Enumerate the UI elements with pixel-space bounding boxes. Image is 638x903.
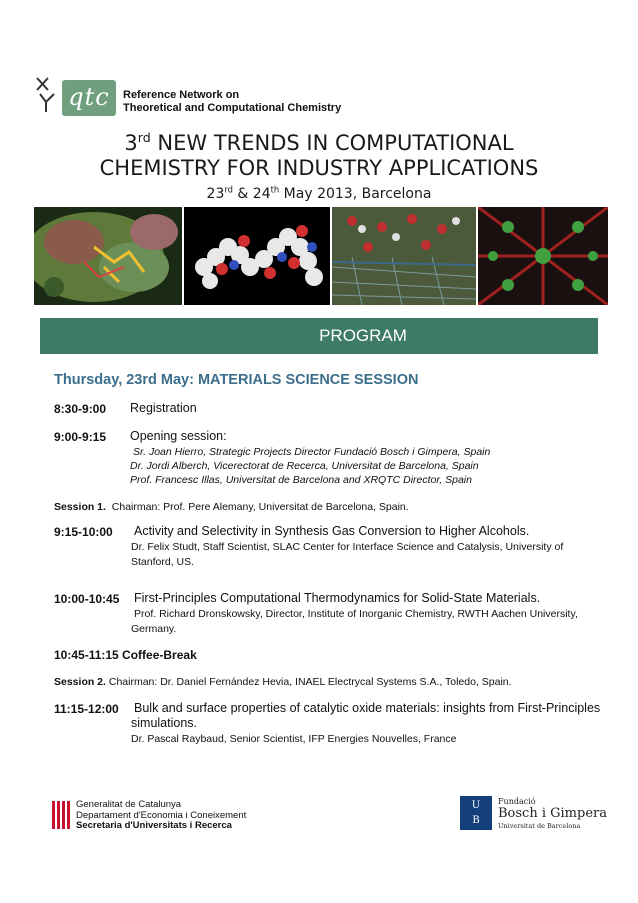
- network-line-1: Reference Network on: [123, 89, 240, 101]
- molecule-surface-image: [34, 207, 182, 305]
- day-heading: Thursday, 23rd May: MATERIALS SCIENCE SESSION: [54, 372, 419, 388]
- qtc-logo: qtc: [62, 80, 116, 116]
- talk-3-title-line-2: simulations.: [131, 716, 197, 730]
- bosch-small: Fundació: [498, 797, 536, 806]
- session-2-label: Session 2.: [54, 676, 106, 688]
- talk-1-speaker-line-1: Dr. Felix Studt, Staff Scientist, SLAC Center for Interface Science and Catalysis, University of: [131, 541, 564, 553]
- network-name: [123, 89, 341, 115]
- session-1-chair: Chairman: Prof. Pere Alemany, Universitat de Barcelona, Spain.: [111, 501, 409, 513]
- registration-time: 8:30-9:00: [54, 402, 107, 416]
- network-line-2: Theoretical and Computational Chemistry: [123, 102, 342, 114]
- event-date: 23rd & 24th May 2013, Barcelona: [206, 184, 432, 202]
- bosch-gimpera-text: [498, 797, 607, 831]
- talk-3-title-line-1: Bulk and surface properties of catalytic oxide materials: insights from First-Principles: [134, 701, 601, 715]
- opening-speaker-1: Sr. Joan Hierro, Strategic Projects Director Fundació Bosch i Gimpera, Spain: [133, 446, 491, 458]
- generalitat-emblem-icon: [50, 800, 72, 830]
- opening-speaker-2: Dr. Jordi Alberch, Vicerectorat de Recerca, Universitat de Barcelona, Spain: [130, 460, 479, 472]
- xyz-axes-logo-icon: [34, 74, 60, 114]
- registration-title: Registration: [130, 401, 197, 415]
- talk-1-speaker-line-2: Stanford, US.: [131, 556, 195, 568]
- gencat-line-2: Departament d'Economia i Coneixement: [76, 809, 247, 821]
- talk-3-time: 11:15-12:00: [54, 702, 119, 716]
- talk-3-speaker: Dr. Pascal Raybaud, Senior Scientist, IFP Energies Nouvelles, France: [131, 733, 457, 745]
- program-banner: [40, 318, 598, 354]
- coffee-break: 10:45-11:15 Coffee-Break: [54, 648, 197, 662]
- bosch-university: Universitat de Barcelona: [498, 822, 581, 830]
- gencat-line-3: Secretaria d'Universitats i Recerca: [76, 820, 232, 831]
- opening-speaker-3: Prof. Francesc Illas, Universitat de Barcelona and XRQTC Director, Spain: [130, 474, 472, 486]
- ub-letter-top: U: [471, 800, 481, 811]
- talk-1-time: 9:15-10:00: [54, 525, 113, 539]
- opening-time: 9:00-9:15: [54, 430, 107, 444]
- gencat-line-1: Generalitat de Catalunya: [76, 799, 182, 810]
- session-1-line: [54, 501, 409, 513]
- opening-title: Opening session:: [130, 429, 227, 443]
- title-line-1: 3rd NEW TRENDS IN COMPUTATIONAL: [124, 130, 514, 155]
- talk-2-title: First-Principles Computational Thermodynamics for Solid-State Materials.: [134, 591, 541, 605]
- talk-1-title: Activity and Selectivity in Synthesis Gas Conversion to Higher Alcohols.: [134, 524, 530, 538]
- ub-emblem-icon: [460, 796, 492, 830]
- session-2-chair: Chairman: Dr. Daniel Fernández Hevia, INAEL Electrycal Systems S.A., Toledo, Spain.: [108, 676, 512, 688]
- title-line-2: CHEMISTRY FOR INDUSTRY APPLICATIONS: [99, 156, 539, 180]
- generalitat-text: [76, 800, 246, 832]
- session-1-label: Session 1.: [54, 501, 106, 513]
- talk-2-speaker-line-1: Prof. Richard Dronskowsky, Director, Institute of Inorganic Chemistry, RWTH Aachen University,: [134, 608, 578, 620]
- crystal-lattice-image: [332, 207, 476, 305]
- talk-2-speaker-line-2: Germany.: [131, 623, 177, 635]
- talk-2-time: 10:00-10:45: [54, 592, 120, 606]
- bosch-name: Bosch i Gimpera: [498, 806, 607, 821]
- program-label: PROGRAM: [319, 326, 407, 345]
- porous-framework-image: [478, 207, 608, 305]
- ub-letter-bottom: B: [472, 815, 480, 826]
- session-2-line: [54, 676, 512, 688]
- molecule-chain-image: [184, 207, 330, 305]
